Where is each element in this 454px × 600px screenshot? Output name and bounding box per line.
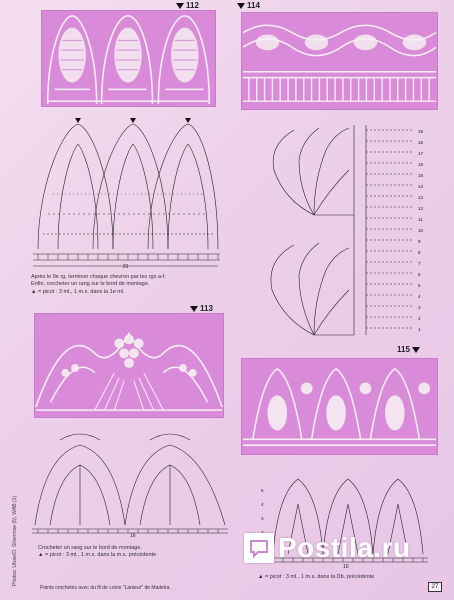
pattern-113-diagram — [30, 425, 230, 540]
pattern-113-notes — [38, 545, 218, 560]
triangle-marker-icon — [412, 347, 420, 353]
lace-112-image — [42, 11, 215, 106]
lace-114-image — [242, 13, 437, 109]
note-line: ▲ = picot : 3 ml., 1 m.s. dans la m.s. précédente — [38, 552, 157, 559]
note-line: ▲ = picot : 3 ml., 1 m.s. dans la Db. précédente — [258, 574, 375, 580]
diagram-115-count: 10 — [343, 564, 349, 570]
pattern-114-label: 114 — [237, 1, 260, 10]
pattern-112-notes — [31, 274, 231, 296]
pattern-112-label: 112 — [176, 1, 199, 10]
footer-note: Points crochetés avec du fil de coton "Lanieur" de Madeira. — [40, 585, 171, 591]
lace-115-image — [242, 359, 437, 454]
pattern-114-photo — [241, 12, 438, 110]
photo-credit: Photos: Ulsse/O. Silvermoe (5), WAB (1) — [12, 495, 18, 586]
note-line: ▲ = picot : 3 ml., 1 m.s. dans la 1e ml. — [31, 288, 125, 295]
pattern-115-label: 115 — [397, 345, 420, 354]
triangle-marker-icon — [176, 3, 184, 9]
diagram-112-count: 21 — [123, 264, 129, 270]
triangle-marker-icon — [237, 3, 245, 9]
pattern-113-label: 113 — [190, 304, 213, 313]
pattern-114-diagram — [254, 120, 434, 340]
watermark — [244, 532, 411, 564]
diagram-113-count: 16 — [130, 533, 136, 539]
pattern-112-diagram — [28, 114, 223, 272]
quote-icon — [244, 533, 274, 563]
page-number: 27 — [428, 582, 442, 592]
row-numbers-115: 5 4 3 — [261, 488, 264, 521]
watermark-text: Postila.ru — [278, 532, 411, 563]
lace-113-image — [35, 314, 223, 417]
pattern-115-notes — [258, 574, 438, 581]
row-numbers-114: 19 18 17 16 15 14 13 12 11 10 9 8 7 6 5 4 3 2 1 — [418, 129, 424, 332]
pattern-115-photo — [241, 358, 438, 455]
triangle-marker-icon — [190, 306, 198, 312]
note-line: Crocheter un rang sur le bord de montage. — [38, 545, 142, 551]
note-line: Après le 9e rg, terminer chaque chevron par les rgs a-f. — [31, 274, 166, 280]
note-line: Enfin, crocheter un rang sur le bord de montage. — [31, 281, 150, 288]
pattern-113-photo — [34, 313, 224, 418]
pattern-112-photo — [41, 10, 216, 107]
